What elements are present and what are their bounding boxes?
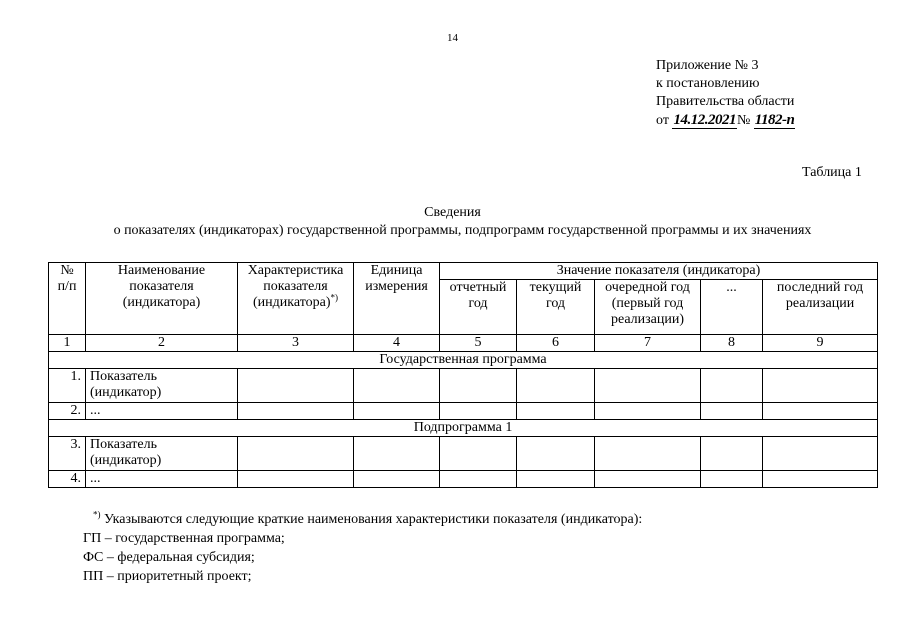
appendix-government: Правительства области [656,94,795,109]
cell [595,369,701,403]
header-name-line: Наименование [117,263,206,278]
row-num: 1. [49,369,86,403]
table-row [49,471,878,488]
header-next-year [595,280,701,335]
cell [595,437,701,471]
row-name [86,437,238,471]
header-char-line: Характеристика [247,263,344,278]
cell [595,471,701,488]
row-name-line: Показатель [90,437,157,452]
header-num-line: № [60,263,74,278]
col-number: 1 [49,335,86,352]
footnote-text: Указываются следующие краткие наименования характеристики показателя (индикатора): [100,512,643,527]
appendix-to-resolution: к постановлению [656,76,760,91]
cell [238,471,354,488]
cell [701,403,763,420]
col-number: 6 [517,335,595,352]
cell [354,403,440,420]
section-title: Подпрограмма 1 [49,420,878,437]
row-name-line: (индикатор) [90,453,162,468]
cell [517,403,595,420]
header-char-text: (индикатора) [252,295,331,310]
indicators-table [48,262,878,488]
header-characteristic [238,263,354,335]
header-ellipsis: ... [701,280,763,335]
header-char-line: показателя [263,279,328,294]
col-number: 3 [238,335,354,352]
header-sub-line: реализации [785,296,855,311]
cell [517,369,595,403]
footnote-intro [83,510,642,529]
col-number: 8 [701,335,763,352]
header-name [86,263,238,335]
cell [354,369,440,403]
col-number: 4 [354,335,440,352]
header-sub-line: год [468,296,488,311]
handwritten-number: 1182-п [754,112,795,128]
cell [517,437,595,471]
footnote-mark: *) [330,292,338,303]
col-number: 2 [86,335,238,352]
table-row [49,369,878,403]
cell [517,471,595,488]
cell [701,437,763,471]
number-sign: № [736,113,751,128]
header-current-year [517,280,595,335]
page-number: 14 [447,32,458,44]
cell [354,471,440,488]
header-value-group: Значение показателя (индикатора) [440,263,878,280]
heading-title: Сведения [424,205,481,220]
row-name: ... [86,471,238,488]
section-row-subprogram [49,420,878,437]
header-reporting-year [440,280,517,335]
col-number: 9 [763,335,878,352]
footnote [83,510,642,586]
cell [701,369,763,403]
header-sub-line: отчетный [449,280,507,295]
row-name [86,369,238,403]
header-sub-line: год [545,296,566,311]
cell [440,437,517,471]
cell [440,369,517,403]
section-row-state-program [49,352,878,369]
header-unit-line: измерения [365,279,428,294]
header-unit [354,263,440,335]
header-sub-line: очередной год [605,280,690,295]
cell [238,369,354,403]
appendix-title: Приложение № 3 [656,58,759,73]
header-name-line: (индикатора) [122,295,201,310]
cell [440,403,517,420]
header-unit-line: Единица [370,263,423,278]
heading-subtitle: о показателях (индикаторах) государственной программы, подпрограмм государственной программы и их значениях [113,223,812,238]
cell [701,471,763,488]
section-title: Государственная программа [49,352,878,369]
footnote-item: ГП – государственная программа; [83,531,285,546]
header-sub-line: (первый год [611,296,684,311]
cell [763,471,878,488]
cell [763,437,878,471]
table-row [49,437,878,471]
header-num-line: п/п [57,279,77,294]
column-numbers-row [49,335,878,352]
col-number: 7 [595,335,701,352]
header-row-1 [49,263,878,280]
header-sub-line: текущий [529,280,582,295]
header-sub-line: реализации) [610,312,685,327]
header-name-line: показателя [129,279,194,294]
cell [238,403,354,420]
cell [763,403,878,420]
row-num: 3. [49,437,86,471]
cell [238,437,354,471]
header-char-line [240,292,351,311]
row-num: 2. [49,403,86,420]
row-name: ... [86,403,238,420]
cell [595,403,701,420]
header-sub-line: последний год [776,280,864,295]
row-name-line: (индикатор) [90,385,162,400]
cell [763,369,878,403]
handwritten-date: 14.12.2021 [673,112,736,128]
footnote-mark: *) [93,509,101,520]
appendix-date-line [656,111,795,130]
table-label: Таблица 1 [802,165,862,180]
footnote-item: ПП – приоритетный проект; [83,569,252,584]
header-last-year [763,280,878,335]
row-name-line: Показатель [90,369,157,384]
row-num: 4. [49,471,86,488]
cell [440,471,517,488]
header-num [49,263,86,335]
table-row [49,403,878,420]
cell [354,437,440,471]
date-prefix: от [656,113,669,128]
appendix-block [656,57,795,130]
col-number: 5 [440,335,517,352]
footnote-item: ФС – федеральная субсидия; [83,550,255,565]
